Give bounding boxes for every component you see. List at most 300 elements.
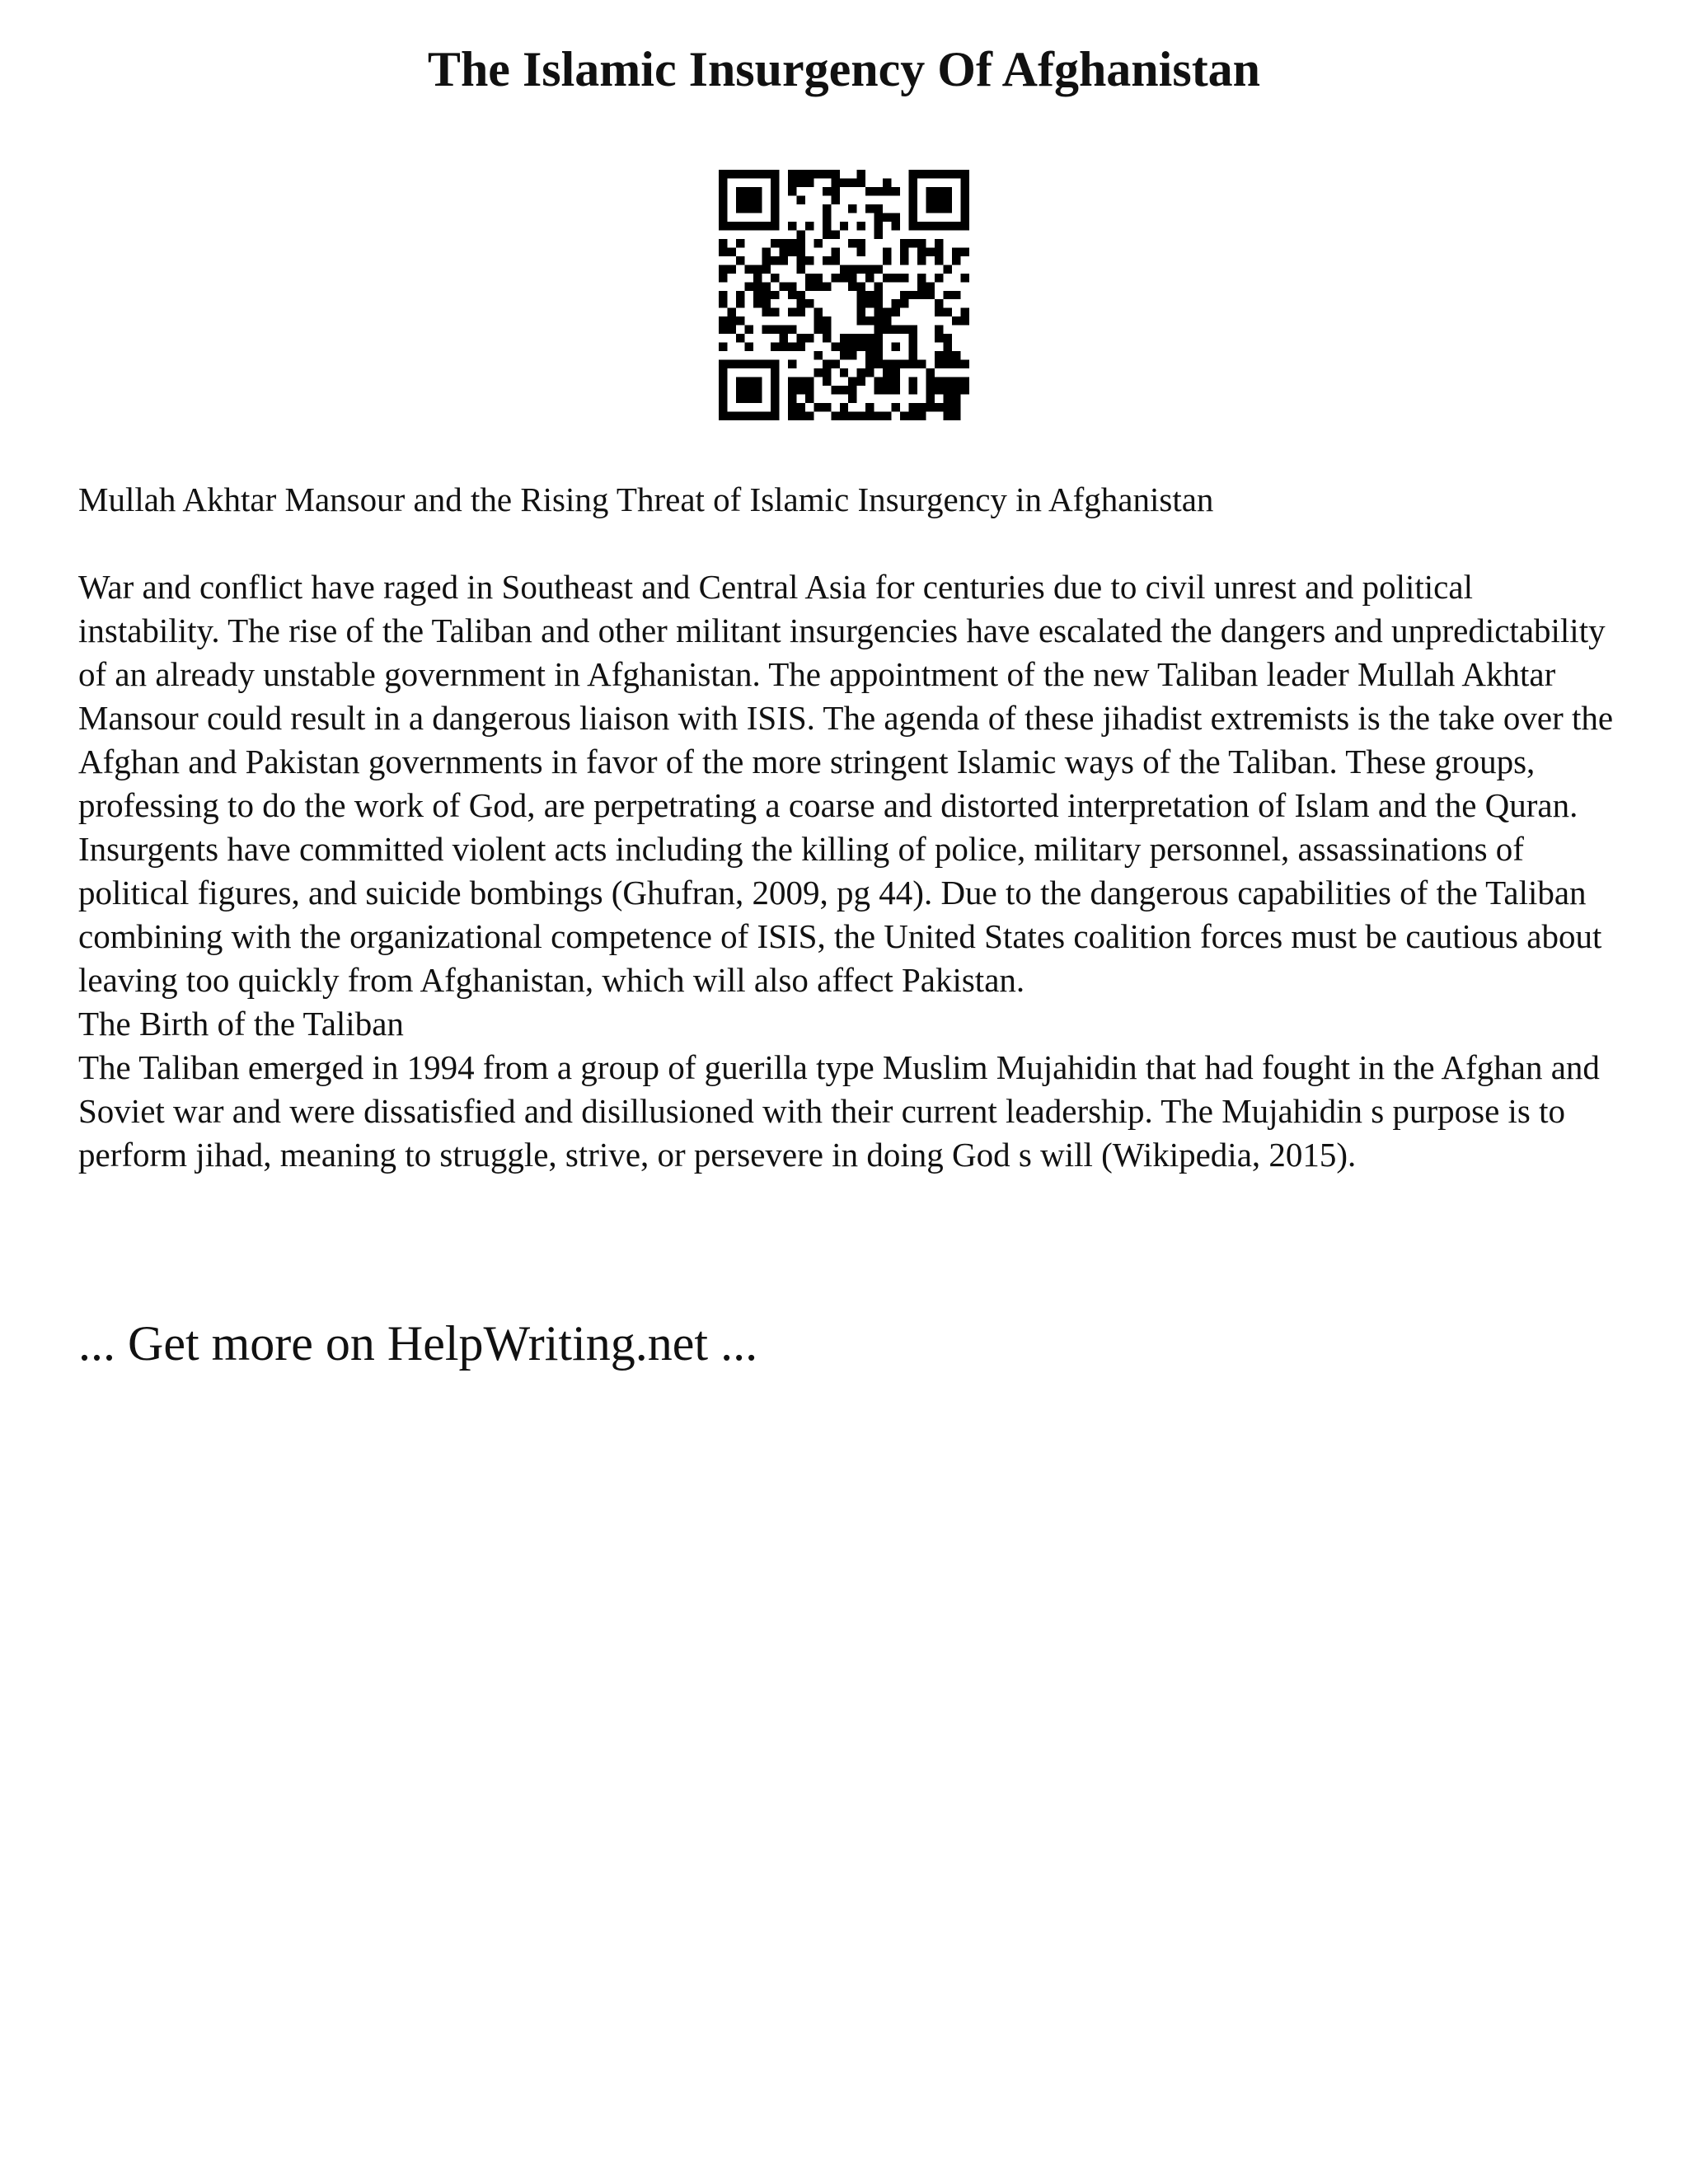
qr-module [736, 195, 744, 204]
qr-module [874, 326, 883, 334]
qr-module [753, 195, 762, 204]
qr-module [961, 195, 969, 204]
qr-module [961, 178, 969, 186]
qr-module [909, 326, 917, 334]
qr-module [900, 299, 908, 307]
qr-module [823, 334, 831, 342]
qr-module [892, 326, 900, 334]
qr-module [935, 204, 943, 213]
qr-module [719, 360, 727, 368]
qr-module [909, 213, 917, 221]
document-subtitle: Mullah Akhtar Mansour and the Rising Threat of Islamic Insurgency in Afghanistan [78, 480, 1214, 518]
qr-module [935, 351, 943, 359]
qr-module [719, 187, 727, 195]
qr-module [909, 204, 917, 213]
qr-module [762, 291, 770, 299]
qr-module [762, 308, 770, 316]
qr-module [805, 274, 814, 282]
qr-module [753, 377, 762, 386]
qr-module [727, 360, 735, 368]
qr-module [952, 256, 960, 265]
qr-module [762, 412, 770, 420]
qr-module [796, 308, 804, 316]
qr-module [874, 204, 883, 213]
qr-module [909, 291, 917, 299]
qr-module [831, 187, 839, 195]
qr-module [796, 170, 804, 178]
qr-module [796, 256, 804, 265]
qr-module [944, 222, 952, 230]
qr-module [823, 170, 831, 178]
qr-module [865, 334, 874, 342]
qr-module [857, 178, 865, 186]
qr-module [771, 274, 779, 282]
qr-module [831, 178, 839, 186]
qr-module [865, 368, 874, 377]
qr-module [857, 368, 865, 377]
qr-module [909, 239, 917, 247]
qr-module [719, 170, 727, 178]
qr-module [805, 178, 814, 186]
qr-module [952, 360, 960, 368]
qr-module [823, 282, 831, 290]
qr-module [719, 213, 727, 221]
qr-module [917, 274, 926, 282]
qr-module [788, 282, 796, 290]
qr-module [753, 274, 762, 282]
qr-module [926, 377, 935, 386]
qr-module [874, 412, 883, 420]
qr-module [857, 316, 865, 325]
qr-module [814, 274, 822, 282]
qr-module [917, 256, 926, 265]
qr-module [779, 247, 787, 255]
qr-module [736, 334, 744, 342]
qr-module [926, 195, 935, 204]
qr-module [900, 247, 908, 255]
qr-module [944, 403, 952, 411]
qr-module [874, 377, 883, 386]
qr-module [719, 326, 727, 334]
qr-module [961, 213, 969, 221]
qr-module [727, 265, 735, 273]
qr-module [865, 291, 874, 299]
qr-module [805, 299, 814, 307]
qr-module [935, 377, 943, 386]
qr-module [788, 412, 796, 420]
qr-module [874, 308, 883, 316]
qr-module [736, 360, 744, 368]
qr-module [771, 326, 779, 334]
qr-module [796, 247, 804, 255]
qr-module [771, 403, 779, 411]
qr-module [840, 368, 848, 377]
qr-module [744, 326, 753, 334]
qr-module [944, 377, 952, 386]
document-body [78, 478, 1620, 1177]
qr-module [719, 274, 727, 282]
qr-module [788, 187, 796, 195]
qr-module [788, 395, 796, 403]
qr-module [840, 403, 848, 411]
qr-module [771, 368, 779, 377]
qr-module [935, 239, 943, 247]
qr-module [719, 377, 727, 386]
qr-module [796, 334, 804, 342]
qr-module [779, 334, 787, 342]
qr-module [831, 412, 839, 420]
qr-module [771, 360, 779, 368]
qr-module [961, 377, 969, 386]
qr-module [874, 386, 883, 394]
qr-module [909, 334, 917, 342]
qr-module [944, 187, 952, 195]
qr-module [935, 334, 943, 342]
qr-module [771, 308, 779, 316]
qr-module [719, 343, 727, 351]
qr-module [865, 403, 874, 411]
qr-module [823, 403, 831, 411]
qr-module [944, 291, 952, 299]
qr-module [892, 377, 900, 386]
qr-module [736, 222, 744, 230]
qr-module [744, 204, 753, 213]
qr-module [736, 395, 744, 403]
qr-module [805, 395, 814, 403]
qr-module [744, 360, 753, 368]
qr-module [762, 282, 770, 290]
qr-module [883, 316, 891, 325]
qr-module [762, 299, 770, 307]
qr-module [961, 386, 969, 394]
qr-module [796, 239, 804, 247]
qr-module [952, 222, 960, 230]
qr-module [719, 178, 727, 186]
qr-module [874, 222, 883, 230]
qr-module [909, 360, 917, 368]
qr-module [917, 403, 926, 411]
qr-module [796, 291, 804, 299]
qr-module [771, 195, 779, 204]
qr-module [771, 377, 779, 386]
helpwriting-link[interactable]: ... Get more on HelpWriting.net ... [78, 1316, 758, 1371]
qr-module [796, 265, 804, 273]
qr-module [779, 239, 787, 247]
qr-module [857, 170, 865, 178]
qr-module [961, 222, 969, 230]
qr-module [779, 282, 787, 290]
qr-module [744, 343, 753, 351]
qr-module [952, 377, 960, 386]
qr-module [848, 334, 856, 342]
qr-module [753, 222, 762, 230]
qr-module [814, 368, 822, 377]
qr-module [926, 395, 935, 403]
qr-module [961, 316, 969, 325]
qr-module [944, 360, 952, 368]
qr-module [736, 377, 744, 386]
qr-module [719, 204, 727, 213]
qr-module [874, 291, 883, 299]
qr-module [788, 178, 796, 186]
qr-module [865, 204, 874, 213]
qr-module [744, 412, 753, 420]
qr-module [814, 326, 822, 334]
qr-module [805, 412, 814, 420]
qr-module [744, 386, 753, 394]
qr-module [892, 360, 900, 368]
qr-module [865, 360, 874, 368]
qr-module [926, 291, 935, 299]
qr-module [788, 343, 796, 351]
qr-module [874, 187, 883, 195]
qr-module [865, 343, 874, 351]
qr-module [840, 343, 848, 351]
qr-module [892, 386, 900, 394]
qr-module [952, 403, 960, 411]
qr-module [736, 204, 744, 213]
qr-module [900, 412, 908, 420]
qr-module [796, 178, 804, 186]
page-title: The Islamic Insurgency Of Afghanistan [427, 42, 1261, 96]
qr-module [874, 316, 883, 325]
qr-module [961, 187, 969, 195]
qr-module [892, 187, 900, 195]
qr-module [805, 256, 814, 265]
qr-module [831, 170, 839, 178]
qr-module [857, 308, 865, 316]
qr-module [840, 334, 848, 342]
qr-module [935, 195, 943, 204]
qr-module [935, 274, 943, 282]
qr-module [857, 222, 865, 230]
qr-module [935, 299, 943, 307]
qr-module [952, 291, 960, 299]
qr-module [909, 170, 917, 178]
qr-module [840, 386, 848, 394]
qr-module [874, 282, 883, 290]
qr-module [736, 256, 744, 265]
qr-module [753, 360, 762, 368]
qr-module [857, 343, 865, 351]
qr-module [944, 204, 952, 213]
qr-module [796, 299, 804, 307]
qr-module [935, 170, 943, 178]
qr-module [848, 204, 856, 213]
qr-module [865, 274, 874, 282]
qr-module [883, 274, 891, 282]
qr-module [831, 247, 839, 255]
qr-module [771, 291, 779, 299]
qr-module [823, 213, 831, 221]
qr-module [909, 377, 917, 386]
qr-module [892, 308, 900, 316]
qr-module [874, 299, 883, 307]
qr-module [753, 291, 762, 299]
qr-module [727, 170, 735, 178]
qr-module [727, 412, 735, 420]
qr-module [814, 403, 822, 411]
qr-module [857, 291, 865, 299]
qr-module [719, 316, 727, 325]
qr-module [926, 222, 935, 230]
qr-module [753, 187, 762, 195]
qr-module [771, 222, 779, 230]
qr-module [944, 343, 952, 351]
qr-module [935, 247, 943, 255]
qr-module [814, 170, 822, 178]
qr-module [944, 195, 952, 204]
qr-module [753, 282, 762, 290]
qr-module [762, 265, 770, 273]
qr-module [719, 265, 727, 273]
qr-module [874, 343, 883, 351]
qr-module [917, 239, 926, 247]
qr-module [788, 247, 796, 255]
qr-module [831, 195, 839, 204]
qr-module [719, 395, 727, 403]
qr-module [848, 386, 856, 394]
qr-module [909, 351, 917, 359]
qr-module [796, 343, 804, 351]
qr-module [796, 377, 804, 386]
qr-module [727, 308, 735, 316]
qr-module [909, 178, 917, 186]
qr-module [917, 360, 926, 368]
qr-module [917, 291, 926, 299]
qr-module [848, 377, 856, 386]
qr-module [892, 213, 900, 221]
qr-module [719, 299, 727, 307]
qr-module [788, 170, 796, 178]
qr-module [909, 386, 917, 394]
qr-module [823, 377, 831, 386]
qr-module [840, 222, 848, 230]
qr-module [848, 282, 856, 290]
qr-module [944, 386, 952, 394]
qr-module [961, 274, 969, 282]
qr-module [831, 343, 839, 351]
qr-module [823, 360, 831, 368]
qr-module [805, 282, 814, 290]
qr-module [892, 403, 900, 411]
qr-module [900, 274, 908, 282]
qr-module [744, 195, 753, 204]
qr-module [744, 222, 753, 230]
qr-module [736, 316, 744, 325]
qr-module [900, 256, 908, 265]
qr-module [952, 351, 960, 359]
qr-module [952, 395, 960, 403]
qr-module [771, 395, 779, 403]
qr-module [788, 377, 796, 386]
qr-module [788, 326, 796, 334]
qr-module [744, 282, 753, 290]
qr-module [823, 230, 831, 238]
qr-module [883, 187, 891, 195]
qr-module [857, 265, 865, 273]
qr-module [771, 178, 779, 186]
qr-module [909, 187, 917, 195]
qr-module [944, 265, 952, 273]
qr-module [926, 187, 935, 195]
qr-module [961, 360, 969, 368]
qr-module [796, 412, 804, 420]
qr-module [874, 213, 883, 221]
qr-module [823, 204, 831, 213]
qr-module [857, 239, 865, 247]
qr-module [736, 412, 744, 420]
qr-module [796, 386, 804, 394]
qr-module [944, 308, 952, 316]
qr-module [814, 316, 822, 325]
qr-module [771, 204, 779, 213]
qr-module [736, 170, 744, 178]
qr-module [900, 291, 908, 299]
qr-module [762, 326, 770, 334]
qr-module [744, 377, 753, 386]
qr-module [762, 360, 770, 368]
qr-module [848, 343, 856, 351]
qr-module [848, 412, 856, 420]
qr-module [857, 299, 865, 307]
qr-module [762, 256, 770, 265]
qr-module [719, 368, 727, 377]
qr-module [865, 316, 874, 325]
qr-module [788, 386, 796, 394]
qr-module [823, 316, 831, 325]
qr-module [892, 368, 900, 377]
qr-module [779, 343, 787, 351]
qr-module [865, 351, 874, 359]
qr-module [719, 222, 727, 230]
qr-module [909, 403, 917, 411]
qr-module [883, 360, 891, 368]
qr-module [900, 326, 908, 334]
qr-module [917, 282, 926, 290]
qr-module [952, 247, 960, 255]
qr-module [719, 412, 727, 420]
qr-module [831, 386, 839, 394]
qr-module [848, 178, 856, 186]
qr-module [744, 170, 753, 178]
qr-code-icon [719, 170, 969, 420]
qr-module [727, 316, 735, 325]
qr-module [719, 291, 727, 299]
qr-module [935, 360, 943, 368]
qr-module [909, 195, 917, 204]
qr-module [753, 204, 762, 213]
qr-module [848, 239, 856, 247]
qr-module [952, 386, 960, 394]
qr-module [753, 386, 762, 394]
qr-module [883, 256, 891, 265]
qr-module [762, 222, 770, 230]
qr-module [753, 412, 762, 420]
qr-module [935, 326, 943, 334]
qr-module [796, 230, 804, 238]
qr-module [926, 247, 935, 255]
qr-module [865, 412, 874, 420]
qr-module [796, 195, 804, 204]
qr-module [771, 412, 779, 420]
qr-module [719, 195, 727, 204]
qr-module [727, 222, 735, 230]
qr-module [823, 187, 831, 195]
qr-module [926, 204, 935, 213]
qr-module [736, 291, 744, 299]
qr-module [944, 395, 952, 403]
